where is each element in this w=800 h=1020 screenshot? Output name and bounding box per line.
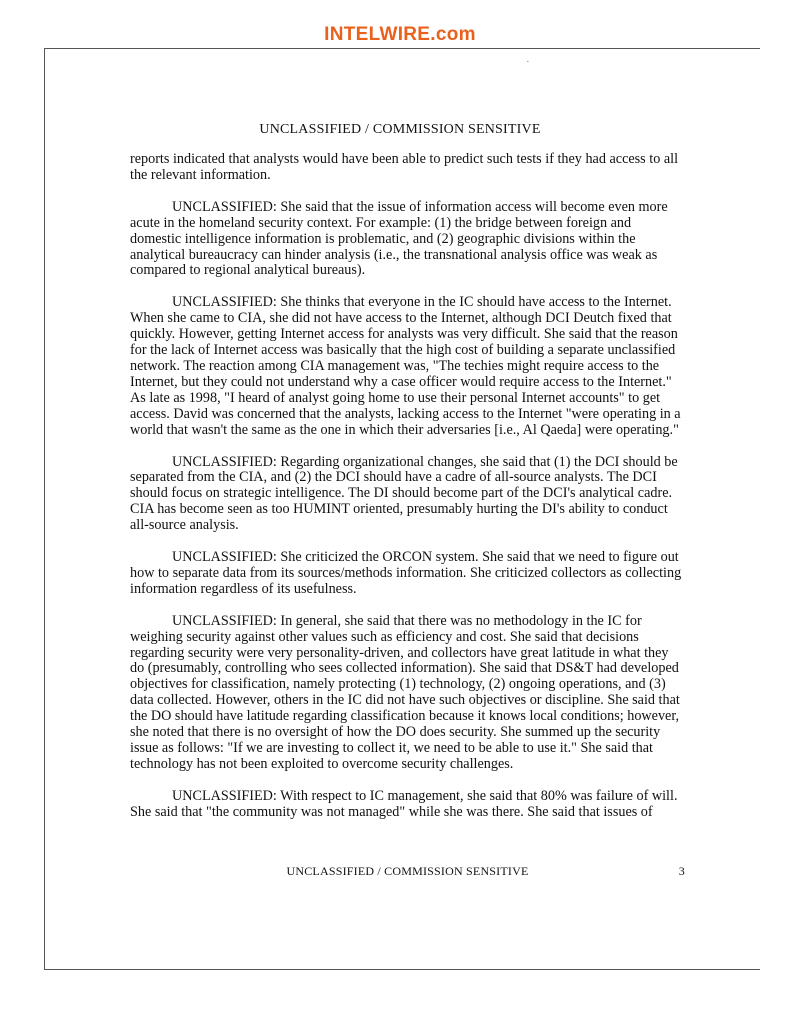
paragraph: UNCLASSIFIED: She said that the issue of information access will become even more acute in the homeland security context. For example: (1) the bridge between foreign and domestic intelligence information is problematic, and (2) geographic divisions within the analytical bureaucracy can hinder analysis (i.e., the transnational analysis office was weak as compared to regional analytical bureaus). [130, 198, 668, 279]
scan-mark-icon: · [526, 56, 530, 68]
paragraph: UNCLASSIFIED: She criticized the ORCON system. She said that we need to figure out how to separate data from its sources/methods information. She criticized collectors as collecting information regardless of its usefulness. [130, 549, 682, 597]
page-footer [130, 864, 685, 879]
site-banner: INTELWIRE.com [324, 24, 476, 45]
page-border-top [44, 48, 760, 49]
page-border-left [44, 48, 45, 970]
classification-footer: UNCLASSIFIED / COMMISSION SENSITIVE [286, 864, 529, 878]
paragraph: UNCLASSIFIED: With respect to IC management, she said that 80% was failure of will. She said that "the community was not managed" while she was there. She said that issues of [130, 787, 678, 820]
document-body [130, 152, 685, 837]
paragraph: UNCLASSIFIED: She thinks that everyone in the IC should have access to the Internet. When she came to CIA, she did not have access to the Internet, although DCI Deutch fixed that quickly. However, getting Internet access for analysts was very difficult. She said that the reason for the lack of Internet access was basically that the high cost of building a separate unclassified network. The reaction among CIA management was, "The techies might require access to the Internet, but they could not understand why a case officer would require access to the Internet." As late as 1998, "I heard of analyst going home to use their personal Internet accounts" to get access. David was concerned that the analysts, lacking access to the Internet "were operating in a world that wasn't the same as the one in which their adversaries [i.e., Al Qaeda] were operating." [130, 294, 681, 438]
classification-header: UNCLASSIFIED / COMMISSION SENSITIVE [259, 122, 541, 137]
paragraph-continuation: reports indicated that analysts would have been able to predict such tests if they had access to all the relevant information. [130, 151, 679, 183]
paragraph: UNCLASSIFIED: In general, she said that there was no methodology in the IC for weighing security against other values such as efficiency and cost. She said that decisions regarding security were very personality-driven, and collectors have great latitude in what they do (presumably, controlling who sees collected information). She said that DS&T had developed objectives for classification, namely protecting (1) technology, (2) ongoing operations, and (3) data collected. However, others in the IC did not have such objectives or discipline. She said that the DO should have latitude regarding classification because it knows local conditions; however, she noted that there is no oversight of how the DO does security. She summed up the security issue as follows: "If we are investing to collect it, we need to be able to use it." She said that technology has not been exploited to overcome security challenges. [130, 612, 680, 772]
page-border-bottom [44, 969, 760, 970]
page-number: 3 [678, 864, 685, 878]
paragraph: UNCLASSIFIED: Regarding organizational changes, she said that (1) the DCI should be separated from the CIA, and (2) the DCI should have a cadre of all-source analysts. The DCI should focus on strategic intelligence. The DI should become part of the DCI's analytical cadre. CIA has become seen as too HUMINT oriented, presumably hurting the DI's ability to conduct all-source analysis. [130, 453, 678, 534]
